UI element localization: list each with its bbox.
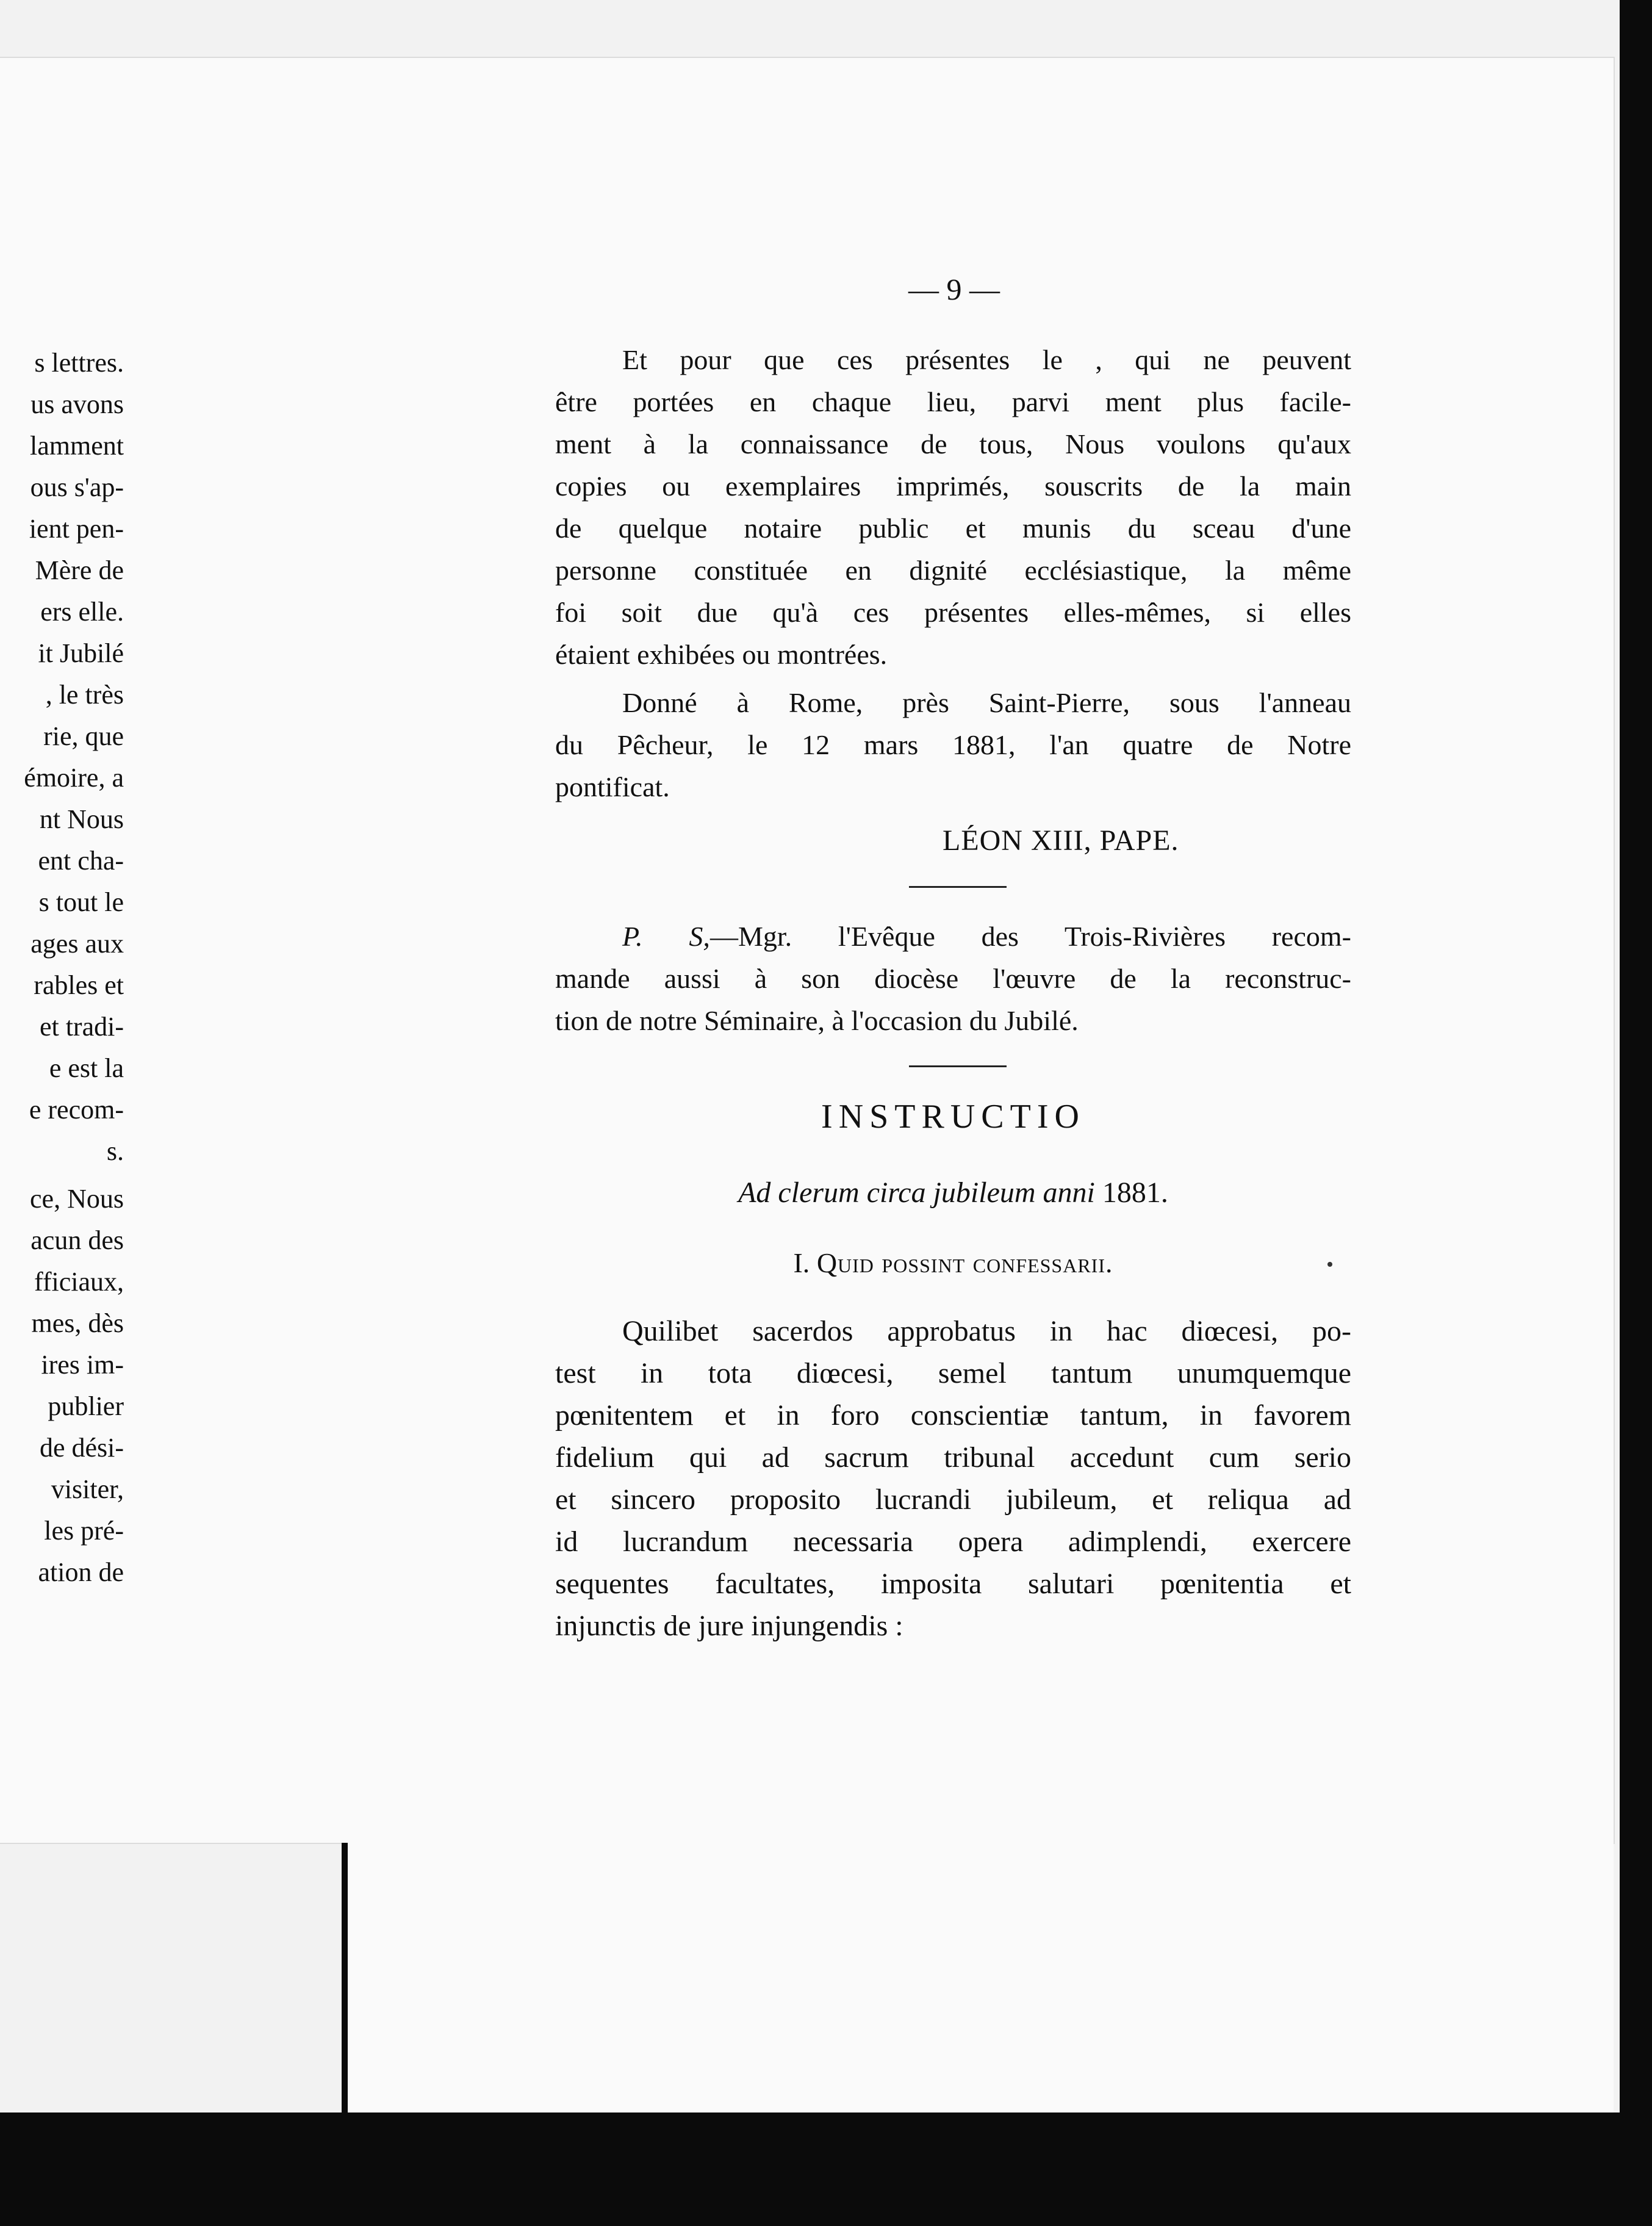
signature: LÉON XIII, PAPE.: [943, 824, 1179, 857]
section-heading: INSTRUCTIO: [821, 1098, 1085, 1136]
letter-line: être portées en chaque lieu, parvi ment plus facile-: [555, 386, 1351, 417]
letter-line: Donné à Rome, près Saint-Pierre, sous l'anneau: [622, 687, 1351, 718]
instructio-line: sequentes facultates, imposita salutari pœnitentia et: [555, 1568, 1351, 1600]
print-speck: [1327, 1262, 1332, 1267]
divider: [909, 886, 1007, 888]
left-line: Mère de: [35, 555, 124, 585]
left-line: acun des: [31, 1225, 124, 1255]
left-line: it Jubilé: [38, 638, 124, 668]
left-line: ous s'ap-: [30, 472, 124, 502]
letter-line: du Pêcheur, le 12 mars 1881, l'an quatre de Notre: [555, 729, 1351, 760]
left-line: mes, dès: [31, 1308, 124, 1338]
letter-line: pontificat.: [555, 771, 670, 802]
left-line: e est la: [49, 1053, 124, 1083]
instructio-line: injunctis de jure injungendis :: [555, 1610, 903, 1642]
letter-line: foi soit due qu'à ces présentes elles-mêmes, si elles: [555, 597, 1351, 628]
postscript-line-text: —Mgr. l'Evêque des Trois-Rivières recom-: [709, 921, 1351, 952]
left-line: visiter,: [51, 1474, 124, 1504]
postscript-line: tion de notre Séminaire, à l'occasion du Jubilé.: [555, 1005, 1079, 1036]
page-number: — 9 —: [908, 272, 1000, 306]
postscript-line: [622, 918, 1351, 955]
left-line: e recom-: [29, 1095, 124, 1125]
left-line: publier: [48, 1391, 124, 1421]
scan-border-right: [1620, 0, 1652, 2226]
left-line: ient pen-: [29, 514, 124, 544]
left-line: ers elle.: [40, 597, 124, 627]
left-line: ation de: [38, 1557, 124, 1587]
left-line: de dési-: [39, 1433, 124, 1463]
subtitle-year: 1881.: [1102, 1176, 1168, 1209]
left-line: , le très: [45, 680, 124, 710]
left-line: émoire, a: [24, 763, 124, 793]
subtitle-italic: Ad clerum circa jubileum anni: [738, 1176, 1095, 1209]
postscript-prefix: P. S,: [622, 921, 710, 952]
left-line: ce, Nous: [30, 1184, 124, 1214]
letter-line: ment à la connaissance de tous, Nous voulons qu'aux: [555, 428, 1351, 459]
instructio-line: et sincero proposito lucrandi jubileum, et reliqua ad: [555, 1483, 1351, 1516]
left-line: fficiaux,: [34, 1267, 124, 1297]
instructio-line: id lucrandum necessaria opera adimplendi, exercere: [555, 1525, 1351, 1558]
left-line: les pré-: [44, 1516, 124, 1546]
left-line: s lettres.: [34, 348, 124, 378]
left-line: ent cha-: [38, 846, 124, 876]
left-line: rie, que: [43, 721, 124, 751]
left-line: nt Nous: [39, 804, 124, 834]
postscript-line: mande aussi à son diocèse l'œuvre de la reconstruc-: [555, 963, 1351, 994]
left-line: rables et: [34, 970, 124, 1000]
instructio-line: fidelium qui ad sacrum tribunal accedunt cum serio: [555, 1441, 1351, 1474]
left-line: ires im-: [41, 1350, 124, 1380]
subsection-heading: [555, 1242, 1351, 1284]
scan-border-bottom: [0, 2113, 1652, 2226]
letter-line: copies ou exemplaires imprimés, souscrits de la main: [555, 470, 1351, 502]
divider: [909, 1065, 1007, 1067]
scan-border-inner: [342, 1843, 348, 2113]
left-line: lamment: [30, 431, 124, 461]
letter-line: étaient exhibées ou montrées.: [555, 639, 888, 670]
left-line: et tradi-: [39, 1012, 124, 1042]
instructio-line: Quilibet sacerdos approbatus in hac diœcesi, po-: [622, 1315, 1351, 1347]
subsection-number: I.: [793, 1247, 810, 1278]
letter-line: de quelque notaire public et munis du sceau d'une: [555, 513, 1351, 544]
letter-line: Et pour que ces présentes le , qui ne peuvent: [622, 344, 1351, 375]
instructio-line: pœnitentem et in foro conscientiæ tantum, in favorem: [555, 1399, 1351, 1432]
letter-line: personne constituée en dignité ecclésiastique, la même: [555, 555, 1351, 586]
instructio-line: test in tota diœcesi, semel tantum unumquemque: [555, 1357, 1351, 1389]
section-subtitle: [555, 1172, 1351, 1214]
left-line: s tout le: [38, 887, 124, 917]
left-line: ages aux: [31, 929, 124, 959]
subsection-title: Quid possint confessarii.: [816, 1247, 1113, 1278]
left-line: s.: [106, 1136, 124, 1166]
left-line: us avons: [31, 389, 124, 419]
paper-sheet-lower: [348, 1843, 1614, 2113]
